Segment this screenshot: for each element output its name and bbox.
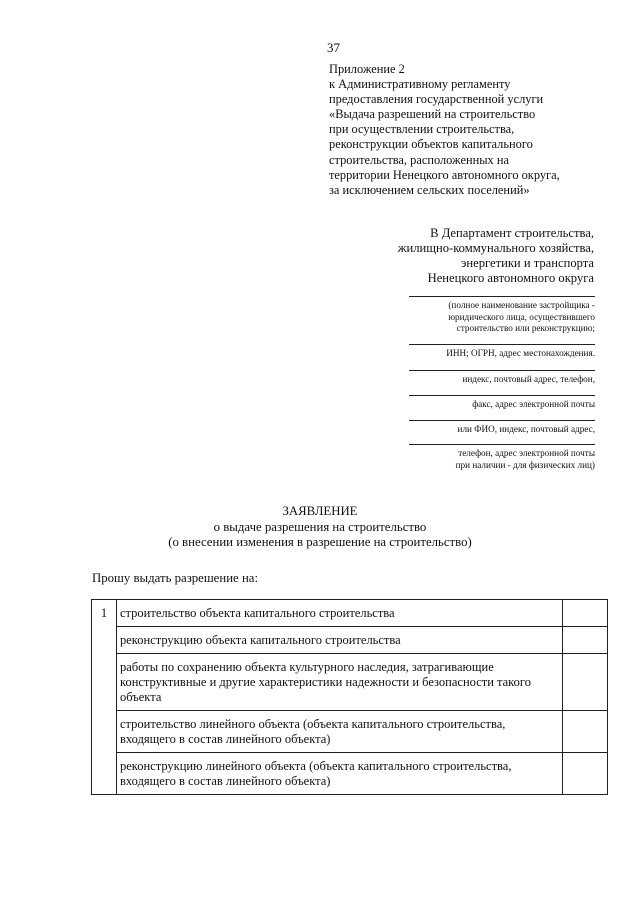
option-label: работы по сохранению объекта культурного наследия, затрагивающие конструктивные и другие характеристики надежности и безопасности такого объекта (117, 654, 563, 711)
applicant-address-field[interactable] (409, 370, 595, 386)
field-caption: при наличии - для физических лиц) (455, 459, 595, 470)
permit-options-table (91, 599, 608, 795)
table-row (92, 711, 608, 753)
statement-subtitle-2: (о внесении изменения в разрешение на строительство) (168, 535, 472, 549)
field-caption: (полное наименование застройщика - (448, 300, 595, 310)
option-label: реконструкцию линейного объекта (объекта капитального строительства, входящего в состав линейного объекта) (117, 753, 563, 795)
addressee-line: жилищно-коммунального хозяйства, (397, 241, 594, 256)
applicant-inn-field[interactable] (409, 344, 595, 360)
addressee-block (398, 226, 594, 286)
field-caption: или ФИО, индекс, почтовый адрес, (457, 424, 595, 434)
option-label: реконструкцию объекта капитального строительства (117, 627, 563, 654)
field-caption: ИНН; ОГРН, адрес местонахождения. (446, 348, 595, 358)
option-checkbox[interactable] (563, 711, 608, 753)
appendix-line: Приложение 2 (329, 62, 405, 76)
applicant-name-field[interactable] (409, 296, 595, 335)
field-caption: строительство или реконструкцию; (456, 323, 595, 333)
addressee-line: Ненецкого автономного округа (427, 271, 594, 286)
appendix-line: реконструкции объектов капитального (329, 137, 533, 152)
statement-title: ЗАЯВЛЕНИЕ (282, 504, 358, 518)
applicant-phone-field[interactable] (409, 444, 595, 471)
option-label: строительство объекта капитального строительства (117, 600, 563, 627)
addressee-line: энергетики и транспорта (460, 256, 594, 271)
field-caption: юридического лица, осуществившего (448, 311, 595, 322)
option-checkbox[interactable] (563, 600, 608, 627)
option-checkbox[interactable] (563, 753, 608, 795)
table-row (92, 753, 608, 795)
applicant-fio-field[interactable] (409, 420, 595, 436)
row-number: 1 (92, 600, 117, 795)
table-row (92, 627, 608, 654)
field-caption: факс, адрес электронной почты (472, 399, 595, 409)
option-checkbox[interactable] (563, 627, 608, 654)
addressee-line: В Департамент строительства, (430, 226, 594, 240)
request-text: Прошу выдать разрешение на: (92, 571, 259, 585)
table-row (92, 654, 608, 711)
appendix-line: территории Ненецкого автономного округа, (329, 167, 560, 182)
appendix-line: к Административному регламенту (329, 77, 511, 92)
appendix-line: за исключением сельских поселений» (329, 182, 530, 197)
statement-heading (0, 504, 640, 551)
field-caption: телефон, адрес электронной почты (458, 448, 595, 458)
table-row (92, 600, 608, 627)
option-checkbox[interactable] (563, 654, 608, 711)
appendix-line: предоставления государственной услуги (329, 92, 544, 107)
page-number: 37 (327, 40, 340, 55)
appendix-line: «Выдача разрешений на строительство (329, 107, 536, 122)
field-caption: индекс, почтовый адрес, телефон, (462, 374, 595, 384)
appendix-header (329, 62, 629, 198)
option-label: строительство линейного объекта (объекта капитального строительства, входящего в состав линейного объекта) (117, 711, 563, 753)
appendix-line: строительства, расположенных на (329, 152, 509, 167)
appendix-line: при осуществлении строительства, (329, 122, 515, 137)
applicant-fax-field[interactable] (409, 395, 595, 411)
statement-subtitle: о выдаче разрешения на строительство (213, 519, 427, 534)
